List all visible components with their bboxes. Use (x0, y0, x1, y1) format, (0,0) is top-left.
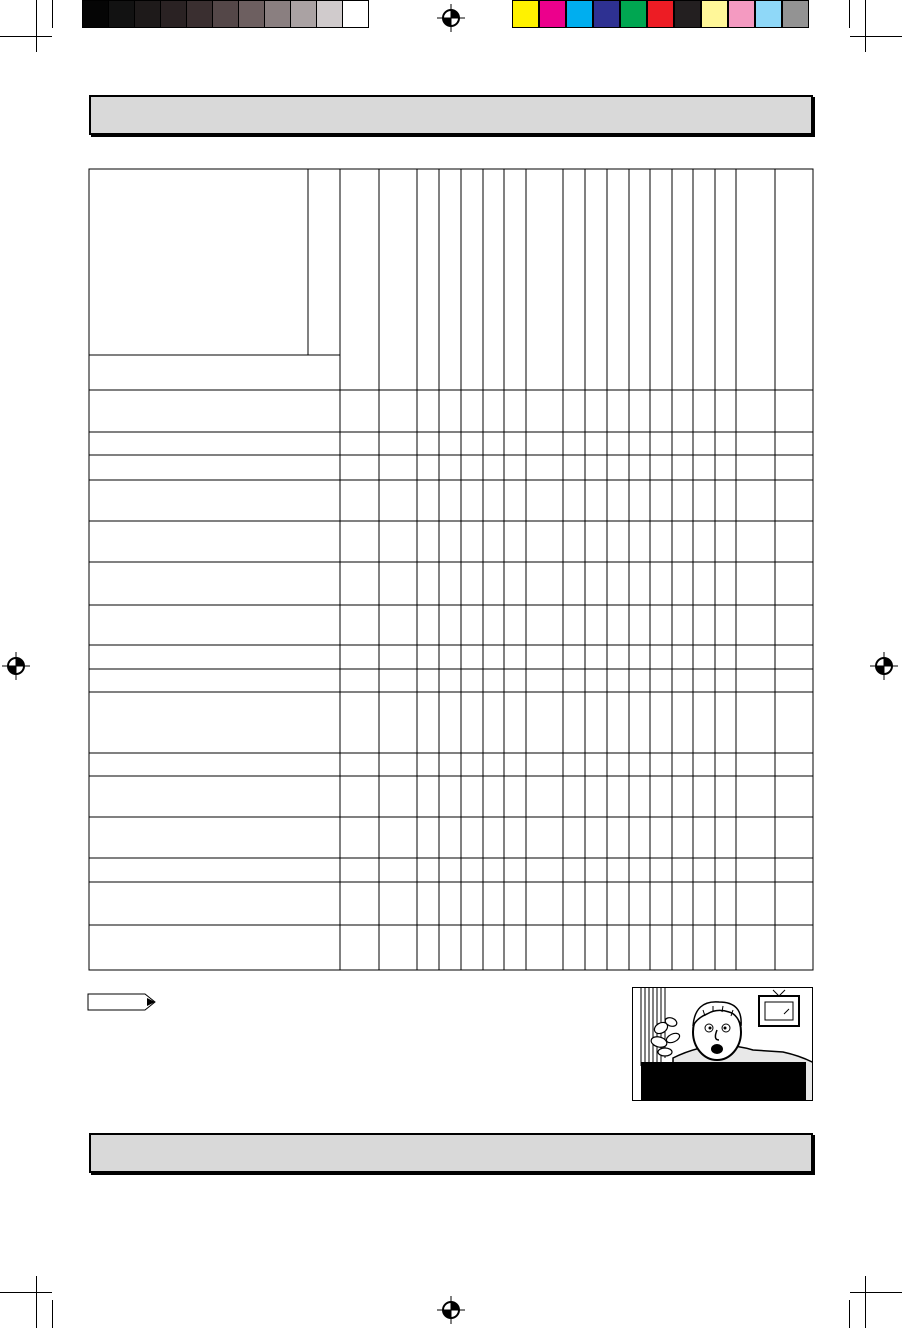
man-watching-tv-illustration (632, 987, 813, 1101)
note-tag-icon (87, 992, 159, 1012)
crop-mark-bottom-left-h (0, 1292, 52, 1293)
footer-banner (89, 1133, 813, 1173)
grid-border (89, 169, 813, 970)
crop-mark-bottom-right-v (865, 1276, 866, 1328)
crop-mark-bottom-right-v2 (849, 1300, 850, 1328)
crop-mark-bottom-right-h (850, 1292, 902, 1293)
registration-mark-bottom (437, 1296, 465, 1324)
crop-mark-bottom-left-v2 (52, 1300, 53, 1328)
crop-mark-bottom-left-v (36, 1276, 37, 1328)
